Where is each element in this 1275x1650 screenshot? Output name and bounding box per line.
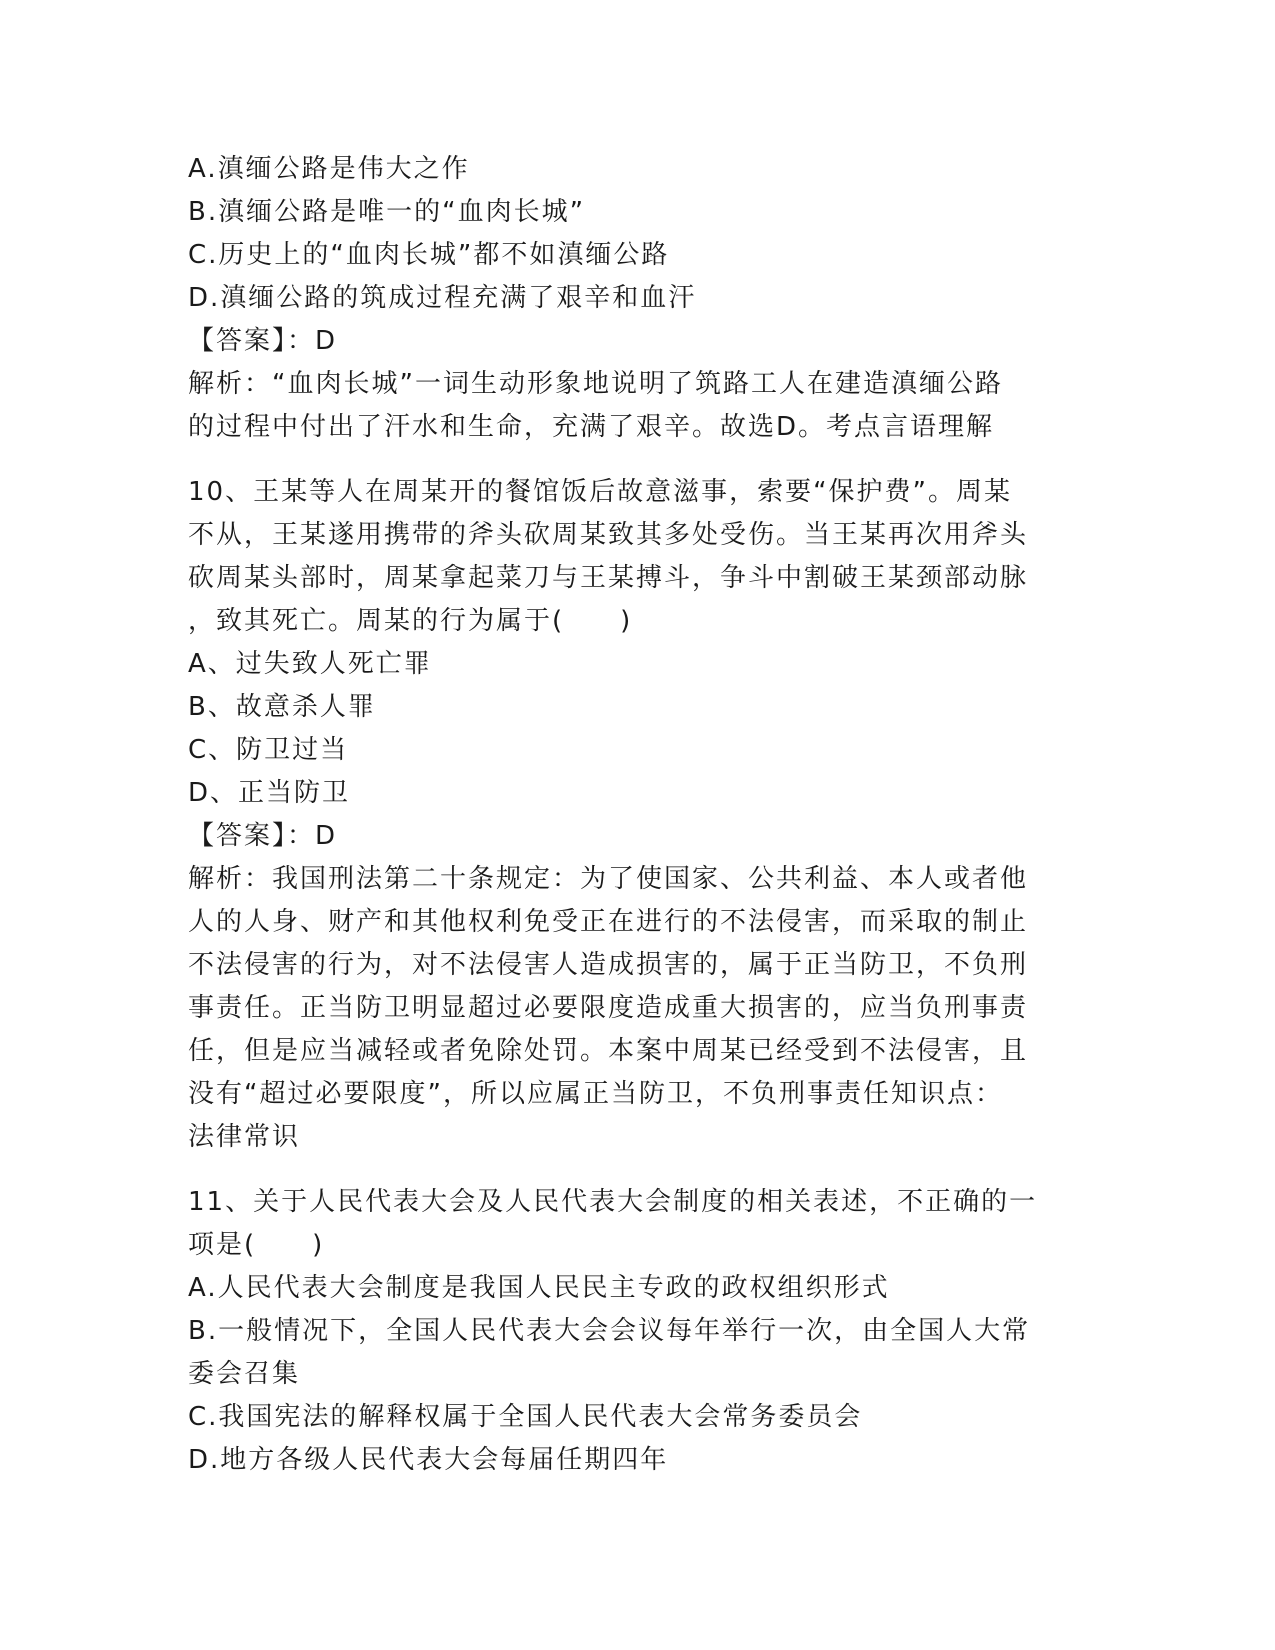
analysis-line: 不法侵害的行为，对不法侵害人造成损害的，属于正当防卫，不负刑 xyxy=(188,950,1029,980)
spacer xyxy=(188,1159,1063,1181)
question-stem-line: 砍周某头部时，周某拿起菜刀与王某搏斗，争斗中割破王某颈部动脉 xyxy=(188,563,1029,593)
option-d: D.地方各级人民代表大会每届任期四年 xyxy=(188,1445,669,1475)
analysis-line: 解析：我国刑法第二十条规定：为了使国家、公共利益、本人或者他 xyxy=(188,864,1029,894)
analysis-line: 没有“超过必要限度”，所以应属正当防卫，不负刑事责任知识点： xyxy=(188,1079,1003,1109)
question-stem-line: ，致其死亡。周某的行为属于( ) xyxy=(188,606,633,636)
analysis-line: 法律常识 xyxy=(188,1122,301,1152)
option-a: A.人民代表大会制度是我国人民民主专政的政权组织形式 xyxy=(188,1273,890,1303)
question-stem-line: 不从，王某遂用携带的斧头砍周某致其多处受伤。当王某再次用斧头 xyxy=(188,520,1029,550)
question-stem-line: 11、关于人民代表大会及人民代表大会制度的相关表述，不正确的一 xyxy=(188,1187,1038,1217)
option-d: D、正当防卫 xyxy=(188,778,351,808)
option-b: B.滇缅公路是唯一的“血肉长城” xyxy=(188,197,586,227)
document-page xyxy=(188,148,1063,1482)
option-b: B、故意杀人罪 xyxy=(188,692,376,722)
analysis-line: 事责任。正当防卫明显超过必要限度造成重大损害的，应当负刑事责 xyxy=(188,993,1029,1023)
analysis-line: 的过程中付出了汗水和生命，充满了艰辛。故选D。考点言语理解 xyxy=(188,412,995,442)
previous-question-block xyxy=(188,148,1063,449)
option-b-continued: 委会召集 xyxy=(188,1359,301,1389)
answer-line: 【答案】：D xyxy=(188,821,338,851)
analysis-line: 任，但是应当减轻或者免除处罚。本案中周某已经受到不法侵害，且 xyxy=(188,1036,1029,1066)
option-c: C.历史上的“血肉长城”都不如滇缅公路 xyxy=(188,240,670,270)
question-10-block xyxy=(188,471,1063,1159)
option-c: C.我国宪法的解释权属于全国人民代表大会常务委员会 xyxy=(188,1402,863,1432)
question-11-block xyxy=(188,1181,1063,1482)
question-stem-line: 10、王某等人在周某开的餐馆饭后故意滋事，索要“保护费”。周某 xyxy=(188,477,1013,507)
option-d: D.滇缅公路的筑成过程充满了艰辛和血汗 xyxy=(188,283,697,313)
option-b: B.一般情况下，全国人民代表大会会议每年举行一次，由全国人大常 xyxy=(188,1316,1031,1346)
analysis-line: 解析：“血肉长城”一词生动形象地说明了筑路工人在建造滇缅公路 xyxy=(188,369,1003,399)
analysis-line: 人的人身、财产和其他权利免受正在进行的不法侵害，而采取的制止 xyxy=(188,907,1029,937)
answer-line: 【答案】：D xyxy=(188,326,338,356)
option-a: A、过失致人死亡罪 xyxy=(188,649,432,679)
spacer xyxy=(188,449,1063,471)
option-c: C、防卫过当 xyxy=(188,735,349,765)
question-stem-line: 项是( ) xyxy=(188,1230,325,1260)
option-a: A.滇缅公路是伟大之作 xyxy=(188,154,470,184)
